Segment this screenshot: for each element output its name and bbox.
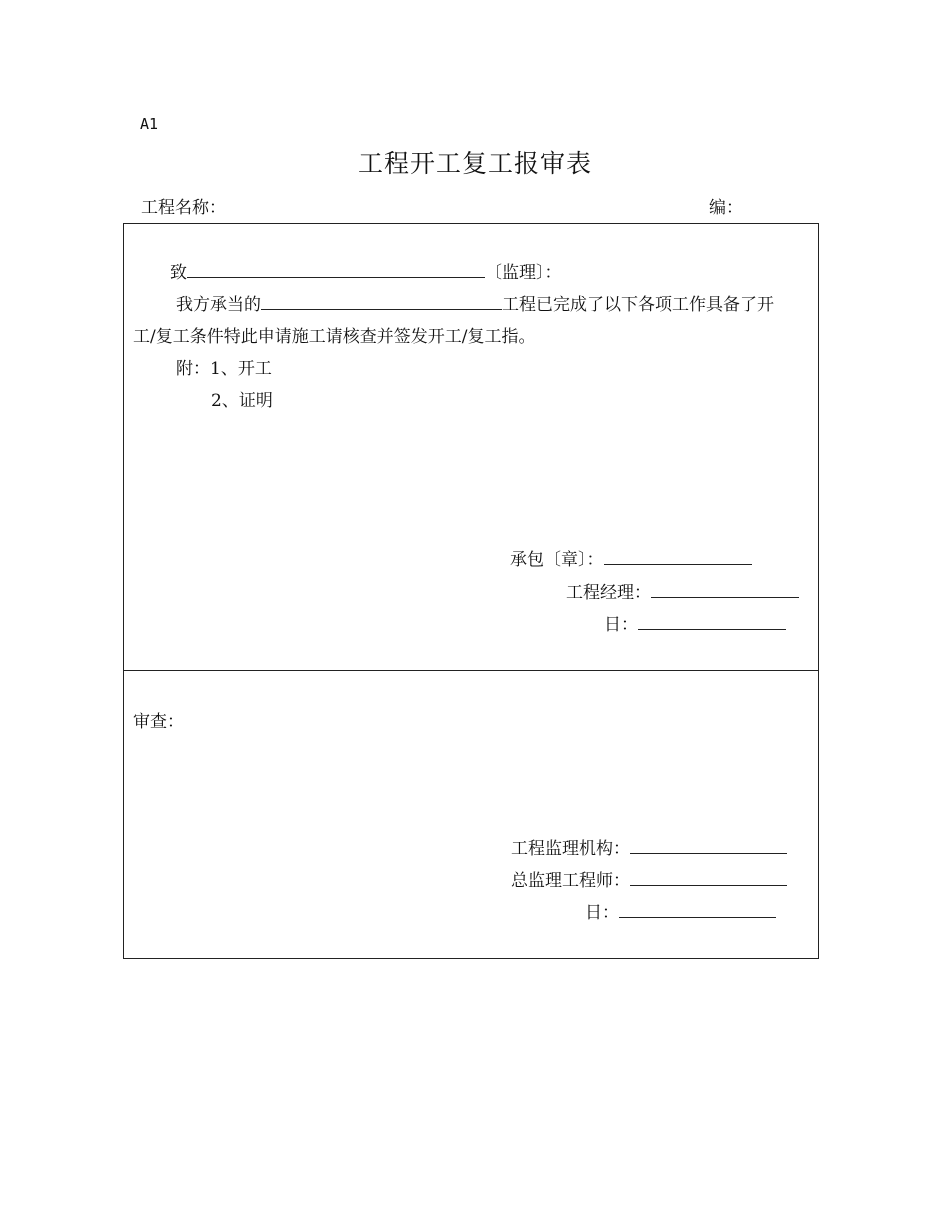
supervisor-name-field[interactable] bbox=[187, 263, 485, 278]
contractor-field[interactable] bbox=[604, 550, 752, 565]
application-date-line bbox=[604, 610, 786, 635]
chief-engineer-field[interactable] bbox=[630, 871, 787, 886]
body-line-2: 工/复工条件特此申请施工请核查并签发开工/复工指。 bbox=[133, 327, 536, 347]
project-field[interactable] bbox=[261, 295, 502, 310]
review-label: 审查： bbox=[133, 712, 184, 732]
section-divider bbox=[124, 670, 818, 671]
to-suffix: 〔监理〕： bbox=[485, 263, 562, 283]
contractor-signature-line bbox=[510, 545, 752, 570]
manager-label: 工程经理： bbox=[566, 583, 651, 603]
attachment-item-2: 2、证明 bbox=[211, 391, 273, 411]
form-table bbox=[123, 223, 819, 959]
body-line-1 bbox=[176, 290, 774, 315]
body-suffix: 工程已完成了以下各项工作具备了开 bbox=[502, 295, 774, 315]
to-line bbox=[170, 258, 562, 283]
supervision-org-label: 工程监理机构： bbox=[511, 839, 630, 859]
review-date-field[interactable] bbox=[619, 903, 776, 918]
supervision-org-line bbox=[511, 834, 787, 859]
review-date-label: 日： bbox=[585, 903, 619, 923]
manager-field[interactable] bbox=[651, 583, 799, 598]
contractor-label: 承包〔章〕： bbox=[510, 550, 604, 570]
to-prefix: 致 bbox=[170, 263, 187, 283]
application-date-label: 日： bbox=[604, 615, 638, 635]
chief-engineer-label: 总监理工程师： bbox=[511, 871, 630, 891]
document-code: A1 bbox=[140, 115, 159, 133]
project-name-label: 工程名称： bbox=[141, 198, 226, 218]
page-title: 工程开工复工报审表 bbox=[357, 149, 592, 178]
manager-signature-line bbox=[566, 578, 799, 603]
attachment-label: 附：1、开工 bbox=[176, 359, 272, 379]
review-date-line bbox=[585, 898, 776, 923]
application-date-field[interactable] bbox=[638, 615, 786, 630]
supervision-org-field[interactable] bbox=[630, 839, 787, 854]
number-label: 编： bbox=[709, 198, 743, 218]
chief-engineer-line bbox=[511, 866, 787, 891]
body-prefix: 我方承当的 bbox=[176, 295, 261, 315]
